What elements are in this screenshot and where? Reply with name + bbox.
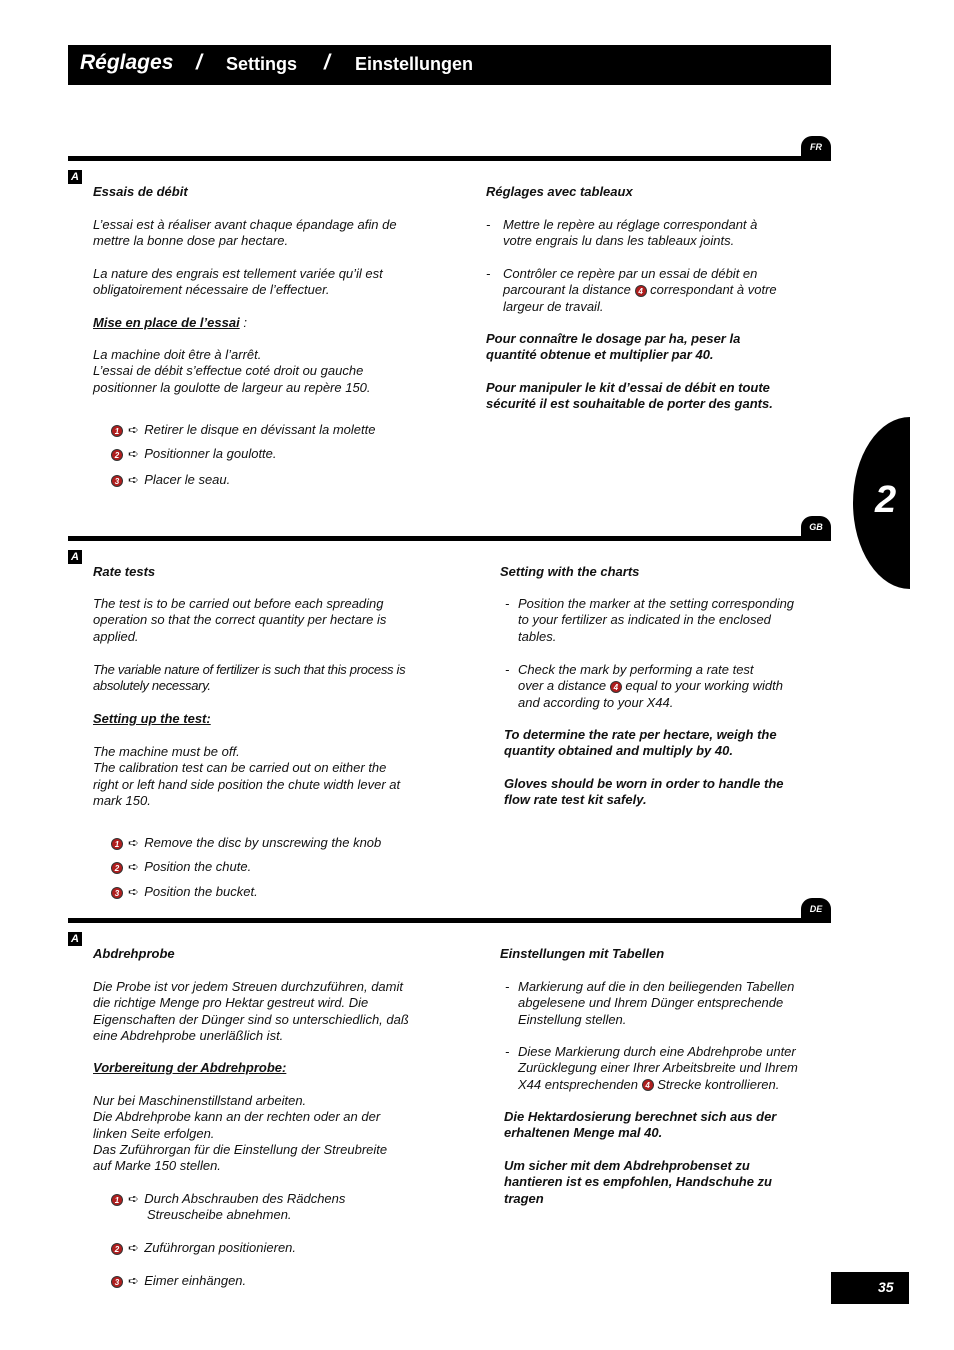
bold-note: Pour connaître le dosage par ha, peser la quantité obtenue et multiplier par 40. bbox=[486, 331, 741, 363]
arrow-icon: ➪ bbox=[128, 446, 140, 461]
step-number-icon: 2 bbox=[111, 1243, 123, 1255]
bullet-dash: - bbox=[505, 596, 510, 611]
section-title: Réglages avec tableaux bbox=[486, 184, 633, 199]
step-item: 3 ➪ Placer le seau. bbox=[111, 472, 230, 488]
arrow-icon: ➪ bbox=[128, 835, 140, 850]
header-title-fr: Réglages bbox=[80, 51, 174, 74]
step-item: 3 ➪ Position the bucket. bbox=[111, 884, 258, 900]
paragraph: La machine doit être à l’arrêt. L’essai de débit s’effectue coté droit ou gauche positionner la goulotte de largeur au repère 150. bbox=[93, 347, 371, 395]
lang-badge-gb: GB bbox=[801, 516, 831, 538]
step-number-icon: 1 bbox=[111, 1194, 123, 1206]
step-number-icon: 1 bbox=[111, 838, 123, 850]
section-title: Einstellungen mit Tabellen bbox=[500, 946, 665, 961]
paragraph: The variable nature of fertilizer is such that this process is absolutely necessary. bbox=[93, 662, 406, 694]
subsection-title: Vorbereitung der Abdrehprobe: bbox=[93, 1060, 287, 1075]
arrow-icon: ➪ bbox=[128, 884, 140, 899]
distance-marker-icon: 4 bbox=[610, 681, 622, 693]
page-header bbox=[68, 45, 831, 85]
bullet-text: Check the mark by performing a rate test over a distance 4 equal to your working width and according to your X44. bbox=[518, 662, 783, 710]
paragraph: La nature des engrais est tellement variée qu’il est obligatoirement nécessaire de l’effectuer. bbox=[93, 266, 383, 298]
step-number-icon: 2 bbox=[111, 862, 123, 874]
step-number-icon: 3 bbox=[111, 475, 123, 487]
bullet-dash: - bbox=[505, 662, 510, 677]
lang-badge-fr: FR bbox=[801, 136, 831, 158]
arrow-icon: ➪ bbox=[128, 859, 140, 874]
paragraph: Nur bei Maschinenstillstand arbeiten. Die Abdrehprobe kann an der rechten oder an der linken Seite erfolgen. Das Zuführorgan für die Einstellung der Streubreite auf Marke 150 stellen. bbox=[93, 1093, 388, 1174]
page-number-box bbox=[831, 1272, 909, 1304]
step-item: 1 ➪ Remove the disc by unscrewing the knob bbox=[111, 835, 381, 851]
bold-note: Pour manipuler le kit d’essai de débit en toute sécurité il est souhaitable de porter des gants. bbox=[486, 380, 773, 412]
bullet-text: Contrôler ce repère par un essai de débit en parcourant la distance 4 correspondant à votre largeur de travail. bbox=[503, 266, 777, 314]
step-item: 2 ➪ Zuführorgan positionieren. bbox=[111, 1240, 296, 1256]
bold-note: To determine the rate per hectare, weigh the quantity obtained and multiply by 40. bbox=[504, 727, 777, 759]
bullet-dash: - bbox=[486, 217, 491, 232]
bullet-text: Mettre le repère au réglage correspondant à votre engrais lu dans les tableaux joints. bbox=[503, 217, 758, 249]
subsection-title: Setting up the test: bbox=[93, 711, 211, 726]
section-title: Abdrehprobe bbox=[93, 946, 175, 961]
distance-marker-icon: 4 bbox=[635, 285, 647, 297]
bullet-dash: - bbox=[505, 979, 510, 994]
bold-note: Die Hektardosierung berechnet sich aus der erhaltenen Menge mal 40. bbox=[504, 1109, 777, 1141]
step-number-icon: 2 bbox=[111, 449, 123, 461]
bullet-text: Diese Markierung durch eine Abdrehprobe unter Zurücklegung einer Ihrer Arbeitsbreite und Ihrem X44 entsprechenden 4 Strecke kontrollieren. bbox=[518, 1044, 798, 1092]
paragraph: Die Probe ist vor jedem Streuen durchzuführen, damit die richtige Menge pro Hektar gestreut wird. Die Eigenschaften der Dünger sind so unterschiedlich, daß eine Abdrehprobe unerläßlich ist. bbox=[93, 979, 409, 1043]
page-number: 35 bbox=[878, 1279, 894, 1295]
bullet-dash: - bbox=[505, 1044, 510, 1059]
figure-marker: A bbox=[68, 550, 82, 564]
paragraph: L’essai est à réaliser avant chaque épandage afin de mettre la bonne dose par hectare. bbox=[93, 217, 397, 249]
step-number-icon: 3 bbox=[111, 887, 123, 899]
lang-badge-de: DE bbox=[801, 898, 831, 920]
section-divider bbox=[68, 156, 831, 161]
arrow-icon: ➪ bbox=[128, 472, 140, 487]
arrow-icon: ➪ bbox=[128, 1240, 140, 1255]
bullet-dash: - bbox=[486, 266, 491, 281]
paragraph: The test is to be carried out before each spreading operation so that the correct quantity per hectare is applied. bbox=[93, 596, 387, 644]
header-separator: / bbox=[324, 51, 330, 74]
step-item: 1 ➪ Durch Abschrauben des Rädchens Streuscheibe abnehmen. bbox=[111, 1191, 345, 1224]
bold-note: Um sicher mit dem Abdrehprobenset zu hantieren ist es empfohlen, Handschuhe zu tragen bbox=[504, 1158, 772, 1206]
distance-marker-icon: 4 bbox=[642, 1079, 654, 1091]
arrow-icon: ➪ bbox=[128, 422, 140, 437]
header-separator: / bbox=[196, 51, 202, 74]
header-title-de: Einstellungen bbox=[355, 54, 474, 74]
figure-marker: A bbox=[68, 932, 82, 946]
step-item: 1 ➪ Retirer le disque en dévissant la molette bbox=[111, 422, 375, 438]
section-divider bbox=[68, 918, 831, 923]
chapter-number: 2 bbox=[875, 479, 897, 521]
section-title: Rate tests bbox=[93, 564, 156, 579]
step-item: 3 ➪ Eimer einhängen. bbox=[111, 1273, 246, 1289]
section-title: Essais de débit bbox=[93, 184, 188, 199]
arrow-icon: ➪ bbox=[128, 1273, 140, 1288]
step-number-icon: 1 bbox=[111, 425, 123, 437]
step-item: 2 ➪ Positionner la goulotte. bbox=[111, 446, 277, 462]
step-item: 2 ➪ Position the chute. bbox=[111, 859, 251, 875]
paragraph: The machine must be off. The calibration test can be carried out on either the right or left hand side position the chute width lever at mark 150. bbox=[93, 744, 401, 808]
chapter-tab bbox=[853, 417, 910, 589]
arrow-icon: ➪ bbox=[128, 1191, 140, 1206]
step-number-icon: 3 bbox=[111, 1276, 123, 1288]
subsection-title: Mise en place de l’essai : bbox=[93, 315, 247, 330]
section-title: Setting with the charts bbox=[500, 564, 640, 579]
header-title-gb: Settings bbox=[226, 54, 298, 74]
figure-marker: A bbox=[68, 170, 82, 184]
bold-note: Gloves should be worn in order to handle the flow rate test kit safely. bbox=[504, 776, 784, 808]
bullet-text: Position the marker at the setting corresponding to your fertilizer as indicated in the enclosed tables. bbox=[518, 596, 795, 644]
section-divider bbox=[68, 536, 831, 541]
bullet-text: Markierung auf die in den beiliegenden Tabellen abgelesene und Ihrem Dünger entsprechende Einstellung stellen. bbox=[518, 979, 795, 1027]
